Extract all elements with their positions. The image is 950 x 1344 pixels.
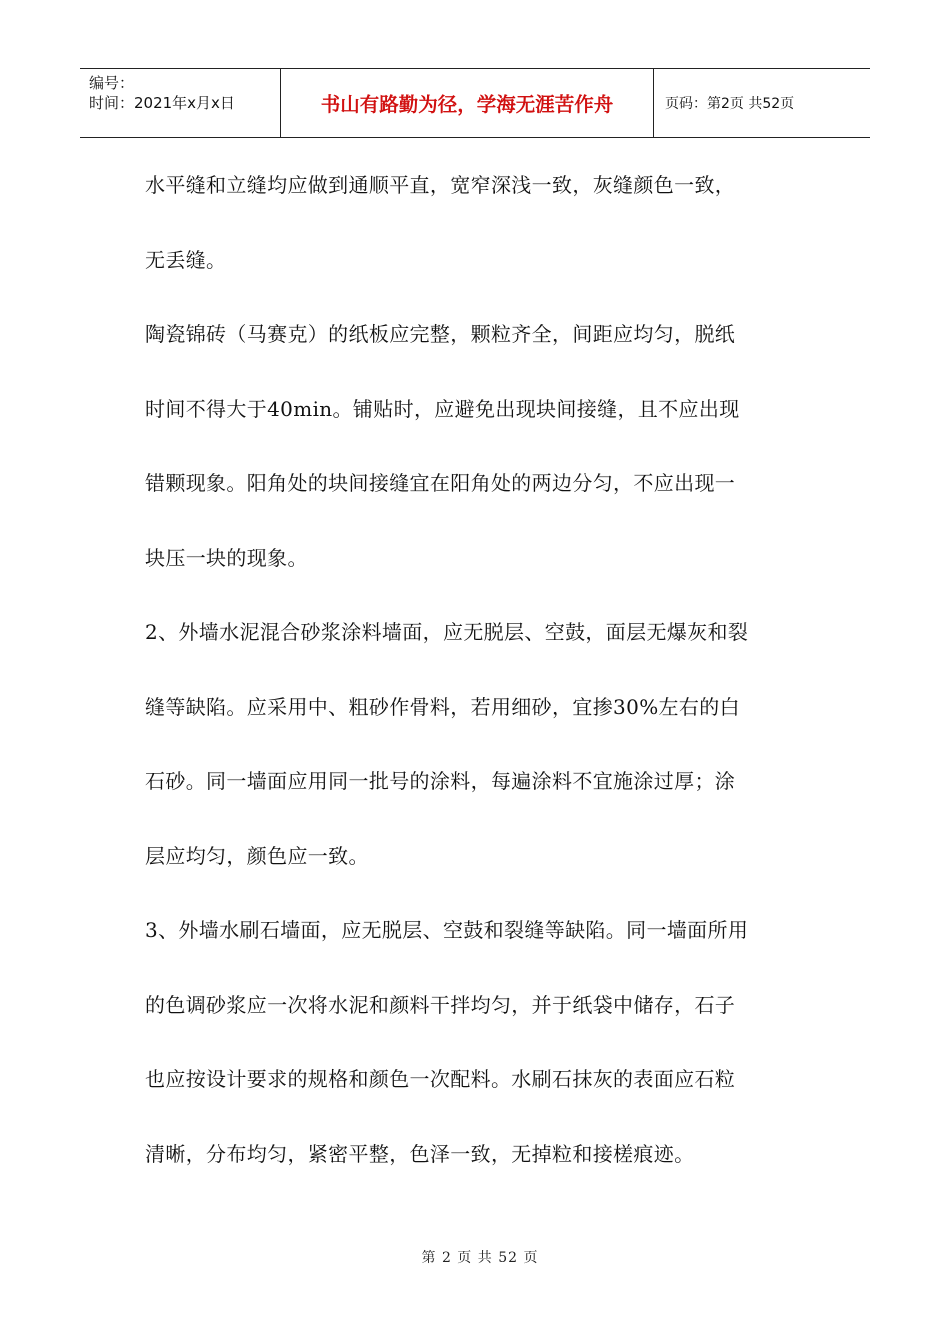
body-line: 无丢缝。 (145, 247, 227, 272)
header-page-info: 页码：第2页 共52页 (665, 96, 795, 112)
body-line: 缝等缺陷。应采用中、粗砂作骨料，若用细砂，宜掺30%左右的白 (145, 694, 740, 719)
document-date-label: 时间：2021年x月x日 (89, 94, 235, 112)
body-line: 石砂。同一墙面应用同一批号的涂料，每遍涂料不宜施涂过厚；涂 (145, 769, 736, 793)
body-line: 水平缝和立缝均应做到通顺平直，宽窄深浅一致，灰缝颜色一致， (145, 173, 736, 197)
page-header (80, 68, 870, 138)
header-motto: 书山有路勤为径，学海无涯苦作舟 (281, 69, 654, 137)
body-line: 的色调砂浆应一次将水泥和颜料干拌均匀，并于纸袋中储存，石子 (145, 992, 736, 1017)
body-line: 3、外墙水刷石墙面，应无脱层、空鼓和裂缝等缺陷。同一墙面所用 (145, 918, 749, 942)
body-line: 2、外墙水泥混合砂浆涂料墙面，应无脱层、空鼓，面层无爆灰和裂 (145, 620, 749, 644)
body-line: 层应均匀，颜色应一致。 (145, 843, 369, 868)
body-line: 也应按设计要求的规格和颜色一次配料。水刷石抹灰的表面应石粒 (145, 1067, 736, 1091)
body-line: 块压一块的现象。 (145, 545, 308, 570)
body-line: 清晰，分布均匀，紧密平整，色泽一致，无掉粒和接槎痕迹。 (145, 1141, 695, 1166)
body-line: 时间不得大于40min。铺贴时，应避免出现块间接缝，且不应出现 (145, 396, 740, 421)
body-line: 陶瓷锦砖（马赛克）的纸板应完整，颗粒齐全，间距应均匀，脱纸 (145, 322, 736, 346)
header-meta-cell (80, 69, 281, 137)
page-footer: 第 2 页 共 52 页 (421, 1250, 539, 1266)
document-body (145, 148, 825, 1191)
document-number-label: 编号： (89, 74, 135, 92)
body-line: 错颗现象。阳角处的块间接缝宜在阳角处的两边分匀，不应出现一 (145, 471, 736, 495)
